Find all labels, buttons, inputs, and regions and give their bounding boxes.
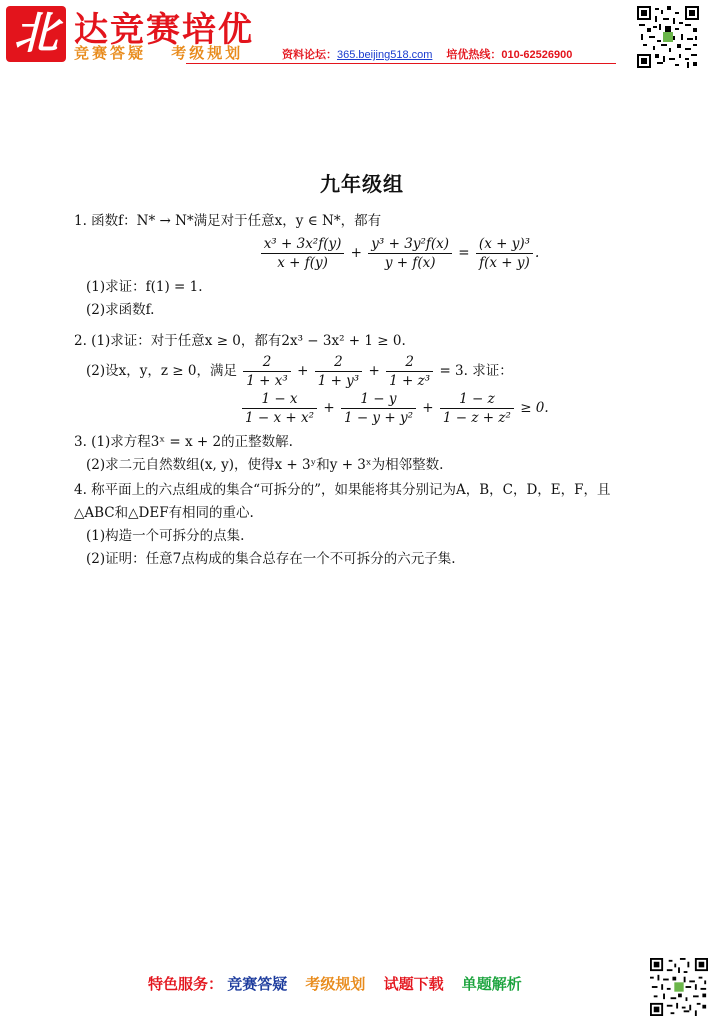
problem-list	[74, 210, 664, 571]
footer-label: 特色服务：	[148, 976, 224, 993]
brand-logo: 北	[6, 6, 66, 62]
forum-link[interactable]: 365.beijing518.com	[337, 49, 433, 61]
slogan-2: 考级规划	[171, 45, 244, 62]
numerator: 1 − z	[440, 390, 514, 409]
numerator: 1 − x	[242, 390, 317, 409]
problem-4-line-2: △ABC和△DEF有相同的重心.	[74, 505, 254, 521]
numerator: 1 − y	[341, 390, 416, 409]
header-rule	[186, 63, 616, 64]
fraction	[315, 353, 363, 390]
denominator: y + f(x)	[384, 255, 436, 271]
problem-1-part-2: (2)求函数f.	[86, 302, 155, 318]
problem-3-part-2: (2)求二元自然数组(x, y)，使得x + 3ʸ和y + 3ˣ为相邻整数.	[86, 457, 444, 473]
footer-services	[148, 973, 536, 994]
footer-item-downloads[interactable]: 试题下载	[383, 976, 444, 993]
slogan	[74, 42, 261, 63]
denominator: 1 − y + y²	[343, 410, 413, 426]
brand-name: 达竞赛培优	[74, 11, 254, 49]
inequality-tail: ≥ 0.	[520, 400, 549, 416]
fraction	[341, 390, 416, 427]
forum-label: 资料论坛：	[282, 49, 337, 61]
problem-4-part-1: (1)构造一个可拆分的点集.	[86, 528, 245, 544]
numerator: x³ + 3x²f(y)	[261, 235, 345, 254]
footer-item-answers[interactable]: 竞赛答疑	[227, 976, 288, 993]
fraction	[476, 235, 533, 272]
footer-item-analysis[interactable]: 单题解析	[461, 976, 522, 993]
problem-1-equation: $\frac{\text{x³ + 3x²f(y)}}{x + f(y)}$ + $\frac{\text{y³ + 3y²f(x)}}{y + f(x)}$ = $\frac{\text{(x + y)³}}{f(x + y)}$ .	[74, 233, 664, 276]
denominator: 1 + x³	[246, 373, 288, 389]
numerator: (x + y)³	[476, 235, 533, 254]
numerator: 2	[315, 353, 363, 372]
problem-2-part-2-tail: = 3. 求证：	[439, 363, 513, 379]
denominator: x + f(y)	[277, 255, 328, 271]
problem-2-inequality: $\frac{1 - x}{\text{1 − x + x²}}$ + $\frac{1 - y}{\text{1 − y + y²}}$ + $\frac{1 - z}{\text{1 − z + z²}}$ ≥ 0.	[74, 390, 664, 427]
contact-info	[282, 46, 572, 62]
problem-2-part-2-text: (2)设x，y，z ≥ 0，满足	[86, 363, 237, 379]
page-header	[0, 0, 724, 80]
problem-2-part-1: 2. (1)求证：对于任意x ≥ 0，都有2x³ − 3x² + 1 ≥ 0.	[74, 333, 406, 349]
qr-code-icon	[637, 6, 699, 68]
numerator: 2	[243, 353, 291, 372]
numerator: y³ + 3y²f(x)	[368, 235, 452, 254]
section-title: 九年级组	[320, 172, 404, 196]
fraction	[261, 235, 345, 272]
footer-item-planning[interactable]: 考级规划	[305, 976, 366, 993]
problem-2-part-2: (2)设x，y，z ≥ 0，满足 $\frac{2}{\text{1 + x³}}$ + $\frac{2}{\text{1 + y³}}$ + $\frac{2}{\text{1 + z³}}$ = 3. 求证：	[86, 354, 513, 389]
problem-4-part-2: (2)证明：任意7点构成的集合总存在一个不可拆分的六元子集.	[86, 551, 456, 567]
fraction	[243, 353, 291, 390]
denominator: 1 − z + z²	[442, 410, 511, 426]
fraction	[368, 235, 452, 272]
problem-3-part-1: 3. (1)求方程3ˣ = x + 2的正整数解.	[74, 434, 293, 450]
fraction	[386, 353, 433, 390]
denominator: 1 + y³	[317, 373, 360, 389]
problem-4-line-1: 4. 称平面上的六点组成的集合“可拆分的”，如果能将其分别记为A，B，C，D，E，F，且	[74, 482, 611, 498]
problem-1-part-1: (1)求证：f(1) = 1.	[86, 279, 203, 295]
slogan-1: 竞赛答疑	[74, 45, 147, 62]
problem-1-intro: 1. 函数f：N* → N*满足对于任意x，y ∈ N*，都有	[74, 213, 382, 229]
fraction	[440, 390, 514, 427]
hotline: 培优热线：010-62526900	[446, 49, 573, 61]
denominator: 1 − x + x²	[245, 410, 315, 426]
qr-code-icon	[650, 958, 708, 1016]
denominator: 1 + z³	[389, 373, 431, 389]
denominator: f(x + y)	[479, 255, 530, 271]
numerator: 2	[386, 353, 433, 372]
fraction	[242, 390, 317, 427]
